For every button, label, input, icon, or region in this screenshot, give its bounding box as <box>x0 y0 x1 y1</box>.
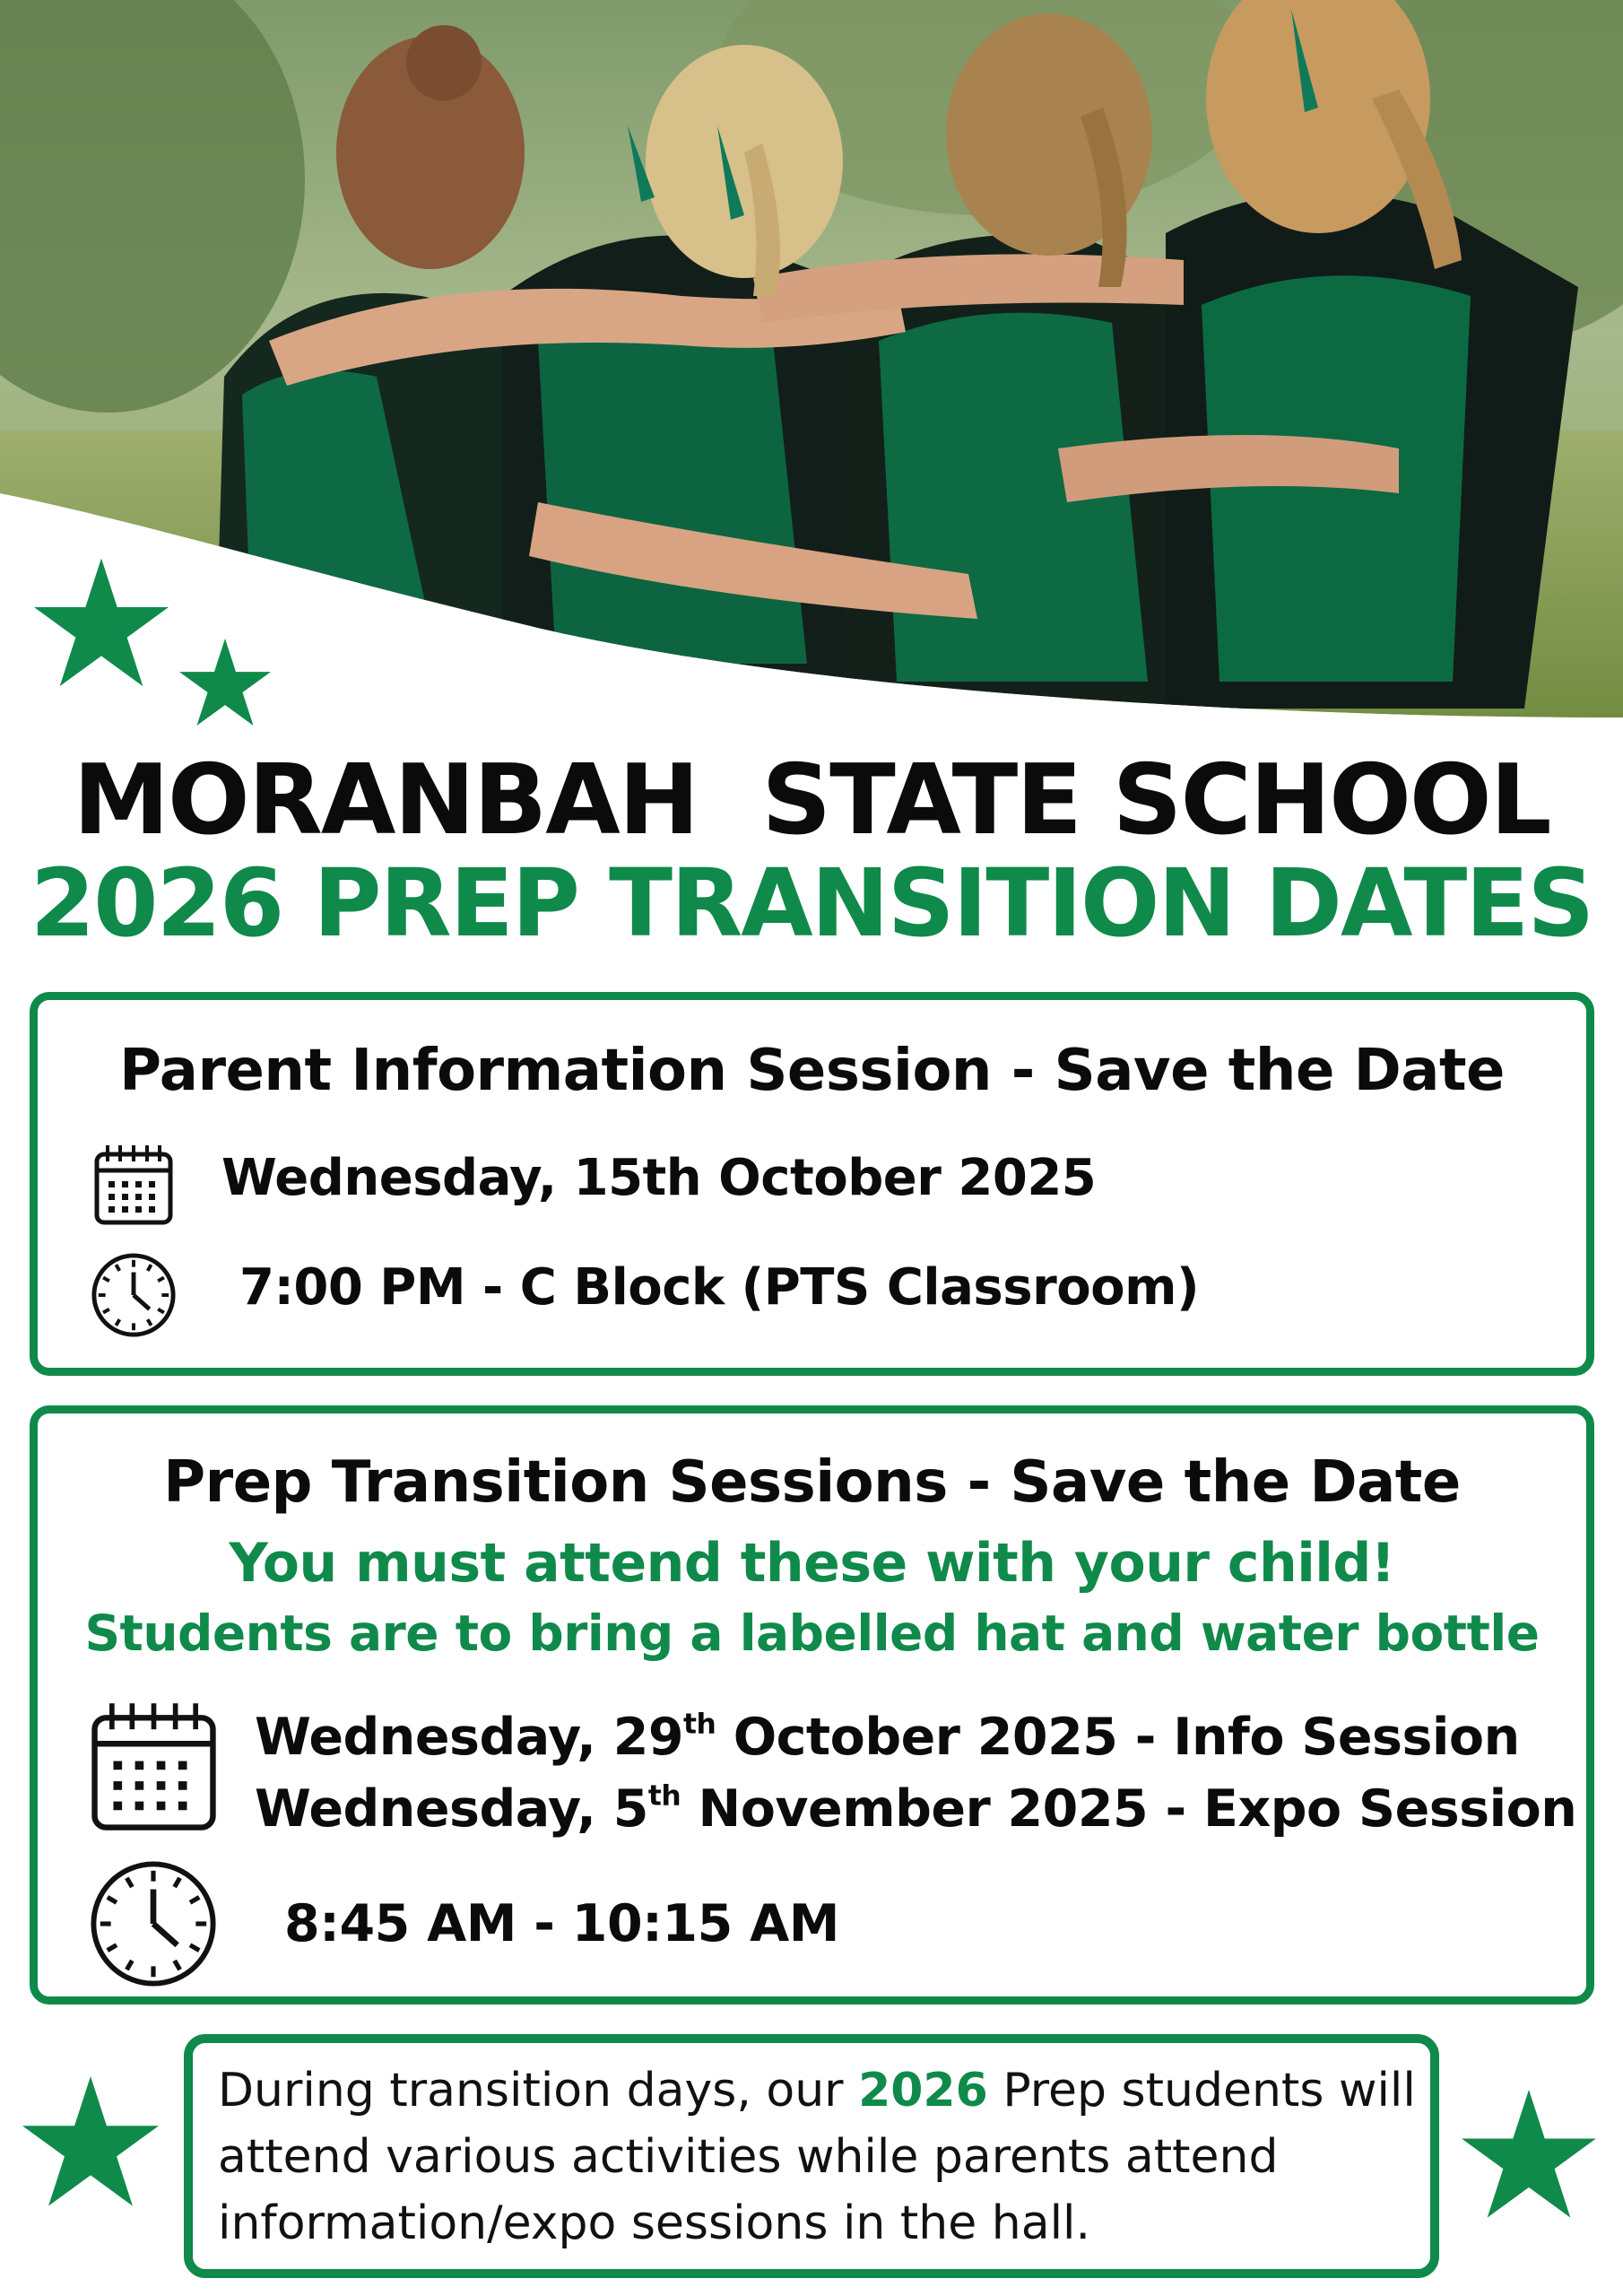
parent-session-heading: Parent Information Session - Save the Date <box>119 1038 1505 1104</box>
parent-session-time-location: 7:00 PM - C Block (PTS Classroom) <box>239 1258 1200 1317</box>
info-session-date <box>255 1708 1520 1767</box>
calendar-icon <box>89 1700 219 1833</box>
star-icon <box>179 639 271 726</box>
star-icon <box>22 2076 159 2207</box>
star-icon <box>1462 2090 1596 2219</box>
attend-with-child-notice: You must attend these with your child! <box>229 1532 1395 1595</box>
expo-session-rest: November 2025 - Expo Session <box>681 1779 1577 1839</box>
parent-session-date: Wednesday, 15th October 2025 <box>221 1149 1097 1207</box>
expo-session-date <box>255 1779 1576 1839</box>
school-name-title: MORANBAH STATE SCHOOL <box>73 744 1550 857</box>
calendar-icon <box>93 1144 174 1226</box>
prep-sessions-heading: Prep Transition Sessions - Save the Date <box>163 1449 1461 1516</box>
prep-sessions-time: 8:45 AM - 10:15 AM <box>284 1894 839 1953</box>
transition-days-note <box>218 2057 1431 2257</box>
note-part-2: Prep students will attend various activities while parents attend information/expo sessions in the hall. <box>218 2064 1431 2250</box>
info-session-suffix: th <box>683 1708 716 1741</box>
transition-days-note-box <box>184 2034 1439 2278</box>
parent-information-session-box <box>30 992 1594 1376</box>
info-session-day: Wednesday, 29 <box>255 1708 684 1767</box>
expo-session-suffix: th <box>647 1779 681 1813</box>
clock-icon <box>90 1251 178 1339</box>
prep-transition-sessions-box <box>30 1405 1594 2005</box>
star-icon <box>34 558 169 688</box>
info-session-rest: October 2025 - Info Session <box>716 1708 1520 1767</box>
note-part-1: During transition days, our <box>218 2064 859 2118</box>
note-highlight-year: 2026 <box>858 2064 988 2118</box>
prep-transition-dates-title: 2026 PREP TRANSITION DATES <box>30 848 1593 958</box>
expo-session-day: Wednesday, 5 <box>255 1779 648 1839</box>
hero-photo <box>0 0 1623 735</box>
bring-hat-bottle-notice: Students are to bring a labelled hat and water bottle <box>84 1605 1540 1662</box>
clock-icon <box>87 1857 220 1990</box>
